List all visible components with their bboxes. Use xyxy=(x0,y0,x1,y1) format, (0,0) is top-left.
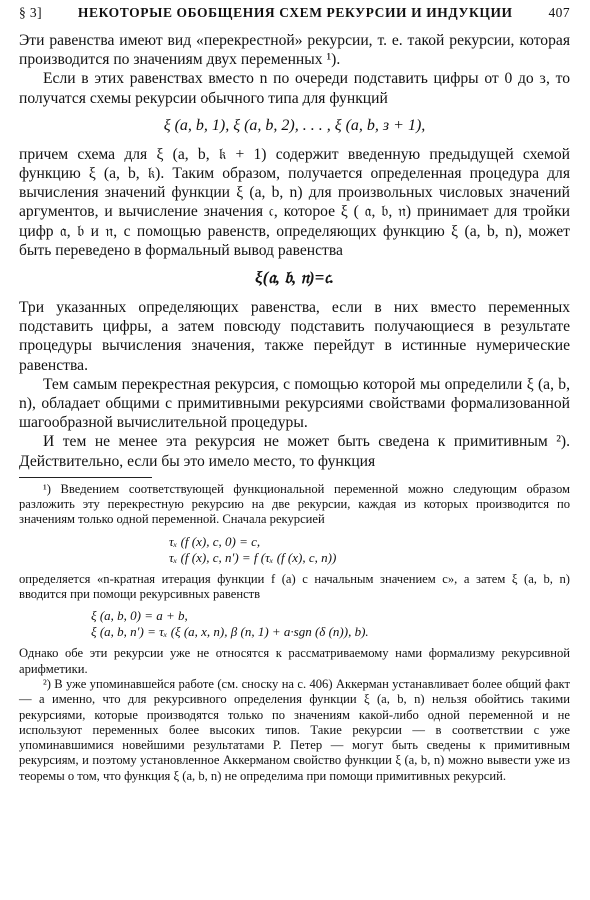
footnote-1-formulas-a xyxy=(169,534,570,566)
paragraph-2: Если в этих равенствах вместо n по очереди подставить цифры от 0 до ɜ, то получатся схемы рекурсии обычного типа для функций xyxy=(19,70,570,107)
paragraph-1: Эти равенства имеют вид «перекрестной» рекурсии, т. е. такой рекурсии, которая производится по значениям двух переменных ¹). xyxy=(19,32,570,69)
footnotes xyxy=(19,482,570,784)
page-number: 407 xyxy=(548,5,570,20)
footnote-2: ²) В уже упоминавшейся работе (см. сноску на с. 406) Аккерман устанавливает более общий факт — а именно, что для рекурсивного определения функции ξ (a, b, n) нельзя обойтись такими рекурсиями, которые производятся только по значениям какой-либо одной переменной и не используют переменных более высоких типов. Такие рекурсии — в соответствии с уже упоминавшимися новейшими результатами Р. Петер — могут быть сведены к примитивным рекурсиям, и поэтому установленное Аккерманом свойство функции ξ (a, b, n) можно вывести уже из теоремы о том, что функция ξ (a, b, n) не определима при помощи примитивных рекурсий. xyxy=(19,676,570,783)
recursion-base: ξ (a, b, 0) = a + b, xyxy=(91,608,188,624)
formula-derivation: ξ(𝔞, 𝔟, 𝔫)=𝔠. xyxy=(255,268,334,288)
footnote-1-continued: определяется «n-кратная итерация функции f (a) с начальным значением c», а затем ξ (a, b, n) вводится при помощи рекурсивных равенств xyxy=(19,571,570,602)
formula-sequence: ξ (a, b, 1), ξ (a, b, 2), . . . , ξ (a, b, ɜ + 1), xyxy=(163,116,426,134)
paragraph-5: Тем самым перекрестная рекурсия, с помощью которой мы определили ξ (a, b, n), обладает общими с примитивными рекурсиями свойствами формализованной шагообразной вычислительной процедуры. xyxy=(19,375,570,432)
footnote-1-end: Однако обе эти рекурсии уже не относятся к рассматриваемому нами формализму рекурсивной арифметики. xyxy=(19,646,570,676)
paragraph-6: И тем не менее эта рекурсия не может быть сведена к примитивным ²). Действительно, если бы это имело место, то функция xyxy=(19,433,570,470)
footnote-1-formulas-b xyxy=(91,608,570,640)
footnote-divider xyxy=(19,477,152,478)
recursion-step: ξ (a, b, n′) = τₓ (ξ (a, x, n), β (n, 1) + a·sgn (δ (n)), b). xyxy=(91,624,369,640)
iteration-step: τₓ (f (x), c, n′) = f (τₓ (f (x), c, n)) xyxy=(169,549,337,565)
running-title: НЕКОТОРЫЕ ОБОБЩЕНИЯ СХЕМ РЕКУРСИИ И ИНДУКЦИИ xyxy=(77,5,513,20)
paragraph-3: причем схема для ξ (a, b, 𝔨 + 1) содержит введенную предыдущей схемой функцию ξ (a, b, 𝔨). Таким образом, получается определенная процедура для вычисления значений функции ξ (a, b, n) для произвольных числовых значений аргументов, и вычисление значения 𝔠, которое ξ ( 𝔞, 𝔟, 𝔫) принимает для тройки цифр 𝔞, 𝔟 и 𝔫, с помощью равенств, определяющих функцию ξ (a, b, n), может быть переведено в формальный вывод равенства xyxy=(19,145,570,259)
paragraph-4: Три указанных определяющих равенства, если в них вместо переменных подставить цифры, а затем повсюду подставить получающиеся в результате процедуры вычисления значения, также перейдут в истинные нумерические равенства. xyxy=(19,299,570,374)
footnote-1: ¹) Введением соответствующей функциональной переменной можно следующим образом разложить эту перекрестную рекурсию на две рекурсии, каждая из которых производится по значениям только одной переменной. Сначала рекурсией xyxy=(19,481,570,527)
running-header xyxy=(19,4,570,31)
main-text xyxy=(19,31,570,471)
iteration-base: τₓ (f (x), c, 0) = c, xyxy=(169,533,261,549)
section-mark: § 3] xyxy=(19,5,42,20)
